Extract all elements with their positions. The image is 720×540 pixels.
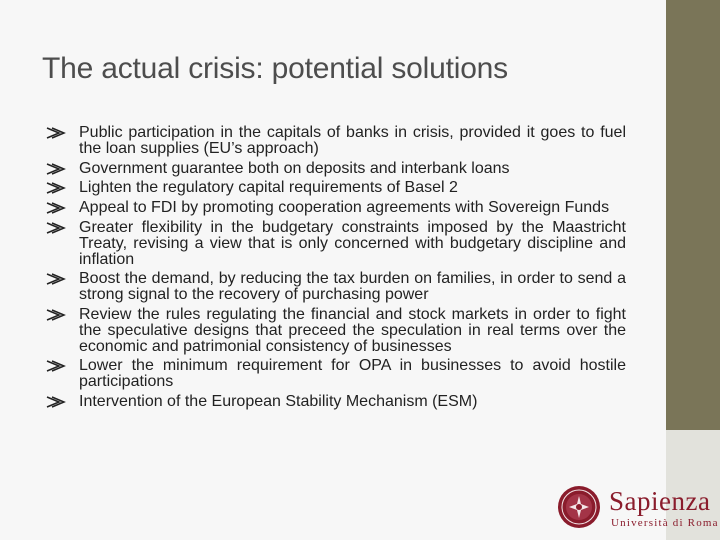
logo-name: Sapienza: [609, 486, 711, 516]
bullet-item: [46, 180, 626, 196]
bullet-text: Appeal to FDI by promoting cooperation agreements with Sovereign Funds: [79, 199, 610, 217]
bullet-text: Boost the demand, by reducing the tax burden on families, in order to send a strong signal to the recovery of purchasing power: [79, 270, 626, 304]
bullet-item: [46, 220, 626, 267]
arrow-bullet-icon: [46, 161, 66, 177]
slide-title: The actual crisis: potential solutions: [42, 52, 508, 85]
arrow-bullet-icon: [46, 220, 66, 236]
arrow-bullet-icon: [46, 394, 66, 410]
university-seal-icon: [557, 485, 601, 529]
arrow-bullet-icon: [46, 125, 66, 141]
arrow-bullet-icon: [46, 271, 66, 287]
bullet-item: [46, 200, 626, 216]
bullet-item: [46, 271, 626, 303]
bullet-list: [46, 125, 626, 414]
bullet-text: Lighten the regulatory capital requirements of Basel 2: [79, 179, 458, 197]
bullet-text: Review the rules regulating the financial and stock markets in order to fight the speculative designs that preceed the speculation in real terms over the economic and patrimonial consistency of businesses: [79, 305, 626, 355]
sapienza-logo: [557, 483, 720, 533]
side-bar-top: [666, 0, 720, 430]
bullet-item: [46, 125, 626, 157]
bullet-item: [46, 358, 626, 390]
arrow-bullet-icon: [46, 200, 66, 216]
arrow-bullet-icon: [46, 307, 66, 323]
logo-subtitle: Università di Roma: [611, 517, 719, 529]
arrow-bullet-icon: [46, 358, 66, 374]
bullet-item: [46, 307, 626, 354]
bullet-item: [46, 394, 626, 410]
bullet-text: Intervention of the European Stability Mechanism (ESM): [79, 392, 478, 410]
arrow-bullet-icon: [46, 180, 66, 196]
bullet-item: [46, 161, 626, 177]
decorative-side-bar: [666, 0, 720, 540]
bullet-text: Lower the minimum requirement for OPA in businesses to avoid hostile participations: [79, 357, 626, 391]
bullet-text: Greater flexibility in the budgetary constraints imposed by the Maastricht Treaty, revising a view that is only concerned with budgetary discipline and inflation: [79, 218, 626, 268]
bullet-text: Public participation in the capitals of banks in crisis, provided it goes to fuel the loan supplies (EU’s approach): [79, 124, 626, 157]
bullet-text: Government guarantee both on deposits and interbank loans: [79, 159, 510, 177]
